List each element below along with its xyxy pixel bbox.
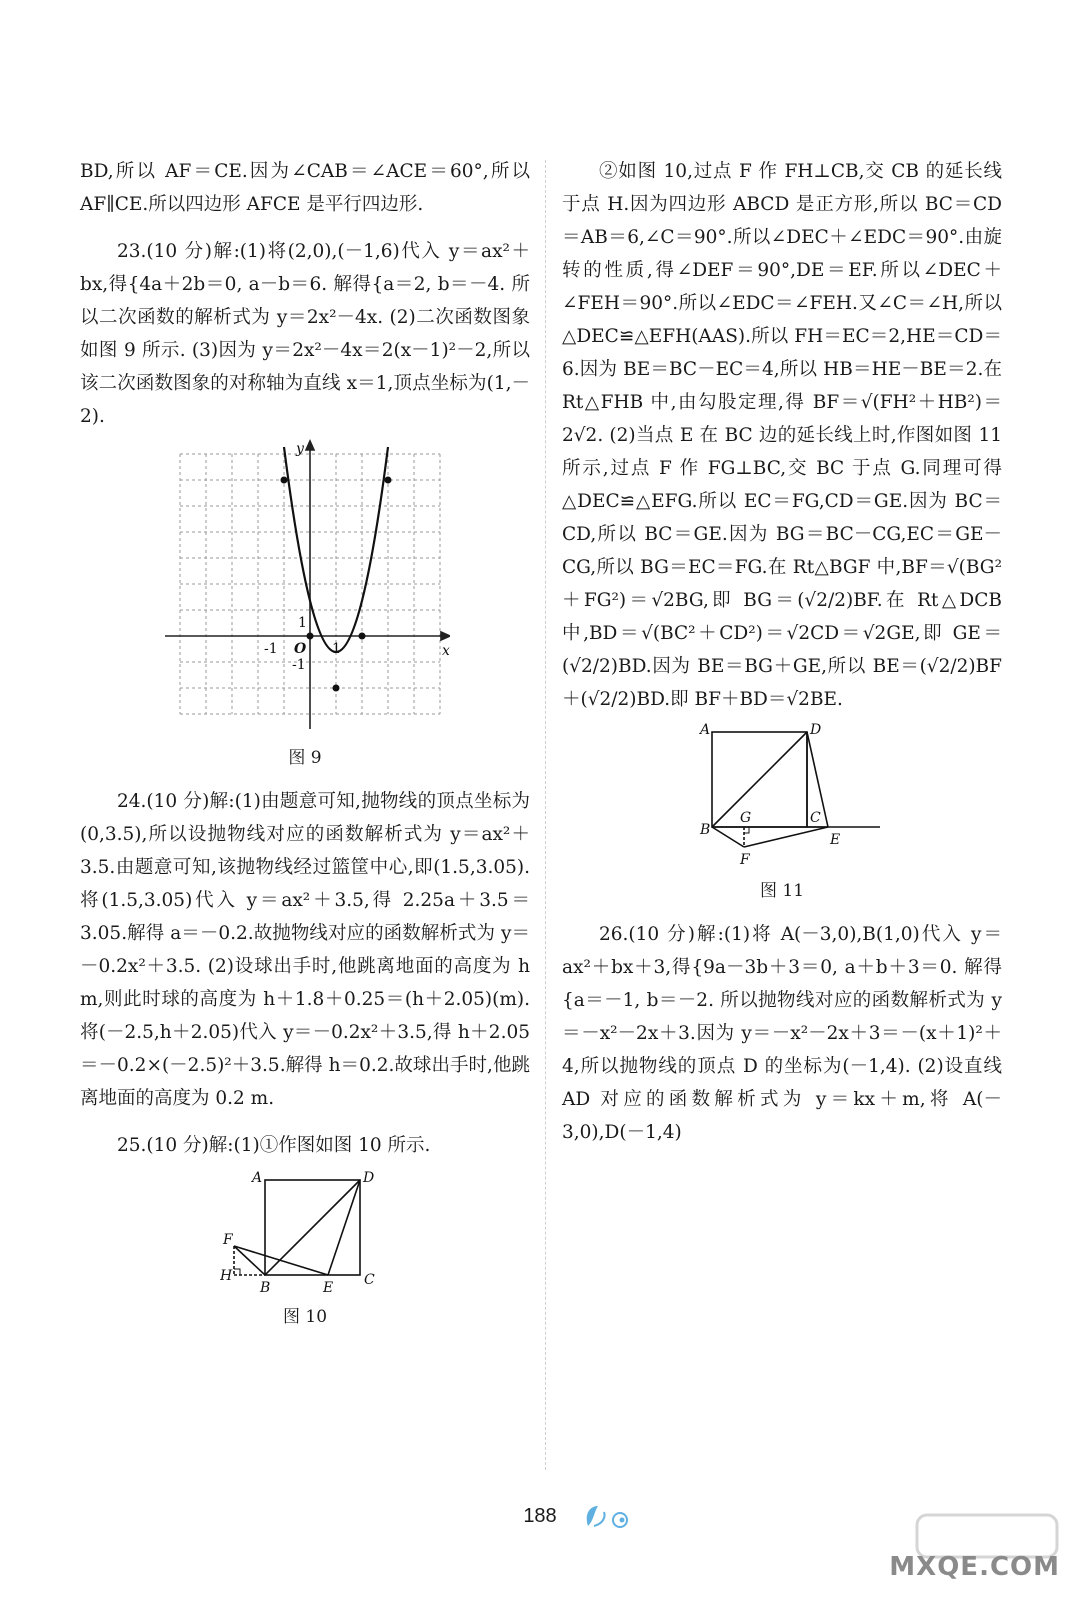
- question-26: 26.(10 分)解:(1)将 A(－3,0),B(1,0)代入 y＝ax²＋bx＋3,得{9a－3b＋3＝0, a＋b＋3＝0. 解得{a＝－1, b＝－2. 所以抛物线对应的函数解析式为 y＝－x²－2x＋3.因为 y＝－x²－2x＋3＝－(x＋1)²＋4,所以抛物线的顶点 D 的坐标为(－1,4). (2)设直线 AD 对应的函数解析式为 y＝kx＋m,将 A(－3,0),D(－1,4): [562, 924, 1002, 1143]
- watermark-text: MXQE.COM: [889, 1552, 1060, 1582]
- figure-10-square-diagram: [220, 1168, 390, 1298]
- figure-11-caption: 图 11: [759, 881, 805, 901]
- x-tick-1: 1: [332, 641, 341, 657]
- y-axis-label: y: [296, 441, 304, 457]
- label-F: F: [223, 1232, 233, 1248]
- label-B: B: [260, 1280, 271, 1296]
- label-A: A: [700, 722, 711, 738]
- right-column: [562, 155, 1002, 1149]
- label-F: F: [740, 852, 750, 868]
- axes: [165, 441, 450, 729]
- paragraph-q22-end: BD,所以 AF＝CE.因为∠CAB＝∠ACE＝60°,所以 AF∥CE.所以四边形 AFCE 是平行四边形.: [80, 161, 530, 215]
- label-D: D: [810, 722, 822, 738]
- label-H: H: [220, 1268, 233, 1284]
- label-C: C: [810, 810, 821, 826]
- label-B: B: [700, 822, 711, 838]
- left-column: [80, 155, 530, 1338]
- label-G: G: [740, 810, 752, 826]
- label-E: E: [323, 1280, 334, 1296]
- x-axis-label: x: [442, 643, 450, 659]
- figure-9-parabola-graph: [160, 439, 450, 739]
- figure-9-caption: 图 9: [288, 748, 322, 768]
- leaf-swirl-icon: [580, 1502, 640, 1532]
- x-tick-neg1: -1: [264, 641, 278, 657]
- figure-11-square-diagram: [682, 722, 882, 872]
- paragraph-q25-continued: ②如图 10,过点 F 作 FH⊥CB,交 CB 的延长线于点 H.因为四边形 ABCD 是正方形,所以 BC＝CD＝AB＝6,∠C＝90°.所以∠DEC＋∠EDC＝90°.由旋转的性质,得∠DEF＝90°,DE＝EF.所以∠DEC＋∠FEH＝90°.所以∠EDC＝∠FEH.又∠C＝∠H,所以△DEC≌△EFH(AAS).所以 FH＝EC＝2,HE＝CD＝6.因为 BE＝BC－EC＝4,所以 HB＝HE－BE＝2.在 Rt△FHB 中,由勾股定理,得 BF＝√(FH²＋HB²)＝2√2. (2)当点 E 在 BC 边的延长线上时,作图如图 11 所示,过点 F 作 FG⊥BC,交 BC 于点 G.同理可得△DEC≌△EFG.所以 EC＝FG,CD＝GE.因为 BC＝CD,所以 BC＝GE.因为 BG＝BC－CG,EC＝GE－CG,所以 BG＝EC＝FG.在 Rt△BGF 中,BF＝√(BG²＋FG²)＝√2BG,即 BG＝(√2/2)BF.在 Rt△DCB 中,BD＝√(BC²＋CD²)＝√2CD＝√2GE,即 GE＝(√2/2)BD.因为 BE＝BG＋GE,所以 BE＝(√2/2)BF＋(√2/2)BD.即 BF＋BD＝√2BE.: [562, 161, 1002, 710]
- page-number: 188: [523, 1505, 557, 1527]
- figure-10-caption: 图 10: [282, 1307, 328, 1327]
- label-E: E: [830, 832, 841, 848]
- question-23: 23.(10 分)解:(1)将(2,0),(－1,6)代入 y＝ax²＋bx,得{4a＋2b＝0, a－b＝6. 解得{a＝2, b＝－4. 所以二次函数的解析式为 y＝2x²－4x. (2)二次函数图象如图 9 所示. (3)因为 y＝2x²－4x＝2(x－1)²－2,所以该二次函数图象的对称轴为直线 x＝1,顶点坐标为(1,－2).: [80, 241, 530, 427]
- origin-label: O: [294, 641, 307, 657]
- y-tick-neg1: -1: [292, 657, 306, 673]
- label-D: D: [363, 1170, 375, 1186]
- label-C: C: [364, 1272, 375, 1288]
- column-divider: [545, 160, 546, 1470]
- label-A: A: [252, 1170, 263, 1186]
- question-25: 25.(10 分)解:(1)①作图如图 10 所示.: [117, 1135, 431, 1156]
- y-tick-1: 1: [298, 615, 307, 631]
- question-24: 24.(10 分)解:(1)由题意可知,抛物线的顶点坐标为(0,3.5),所以设抛物线对应的函数解析式为 y＝ax²＋3.5.由题意可知,该抛物线经过篮筐中心,即(1.5,3.05).将(1.5,3.05)代入 y＝ax²＋3.5,得 2.25a＋3.5＝3.05.解得 a＝－0.2.故抛物线对应的函数解析式为 y＝－0.2x²＋3.5. (2)设球出手时,他跳离地面的高度为 h m,则此时球的高度为 h＋1.8＋0.25＝(h＋2.05)(m).将(－2.5,h＋2.05)代入 y＝－0.2x²＋3.5,得 h＋2.05＝－0.2×(－2.5)²＋3.5.解得 h＝0.2.故球出手时,他跳离地面的高度为 0.2 m.: [80, 791, 530, 1109]
